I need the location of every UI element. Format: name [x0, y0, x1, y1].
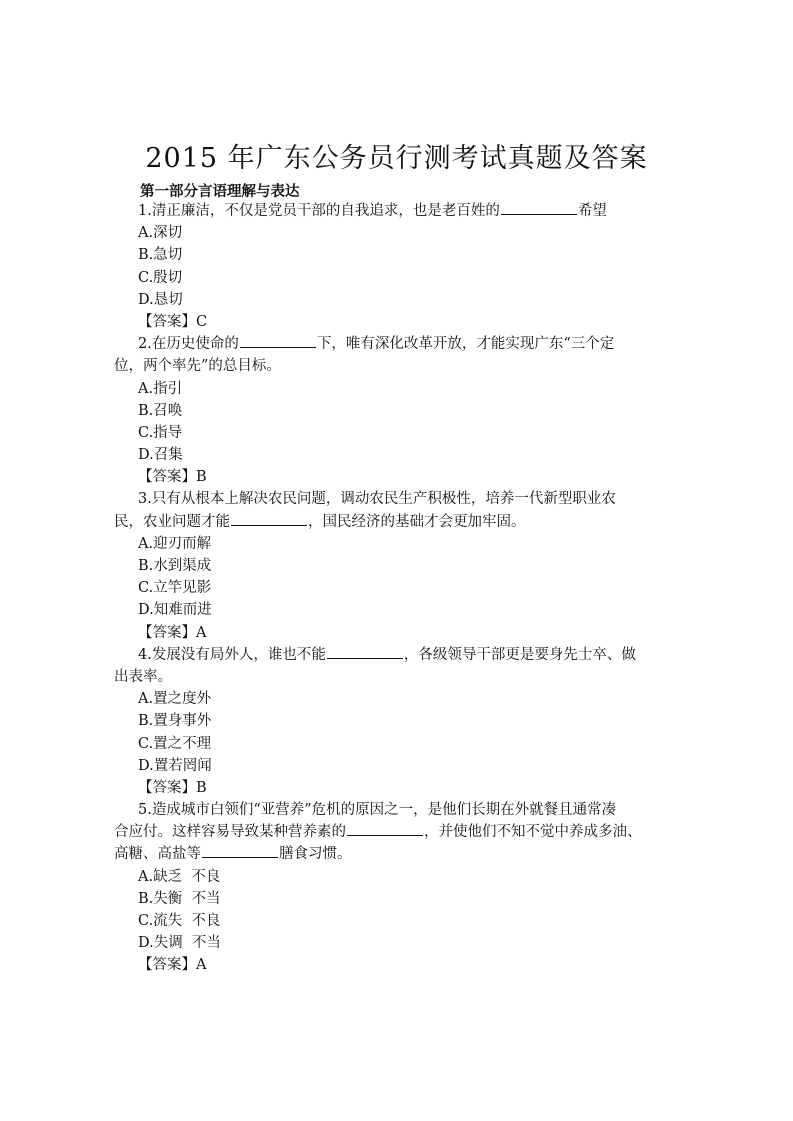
section-title: 第一部分言语理解与表达: [140, 184, 300, 200]
option-c: C.殷切: [138, 269, 183, 286]
question-stem-line: [114, 843, 698, 865]
option-c: C.指导: [138, 424, 183, 441]
stem-text: 膳食习惯。: [279, 846, 352, 863]
stem-text: 高糖、高盐等: [114, 846, 201, 863]
question-stem-line: [114, 511, 698, 533]
answer-blank: [347, 821, 423, 836]
option-d: D.召集: [138, 447, 183, 464]
option-a: A.指引: [138, 380, 183, 397]
option-d: D.恳切: [138, 291, 183, 308]
answer-line: 【答案】A: [138, 624, 207, 641]
option-c: C.立竿见影: [138, 580, 212, 597]
stem-text: 2.在历史使命的: [138, 336, 239, 353]
question-2: [114, 333, 698, 488]
option-a: A.深切: [138, 225, 183, 242]
option-b: B.置身事外: [138, 713, 212, 730]
stem-text: 民，农业问题才能: [114, 513, 230, 530]
answer-line: 【答案】A: [138, 957, 207, 974]
answer-line: 【答案】B: [138, 779, 207, 796]
question-stem-line: 5.造成城市白领们“亚营养”危机的原因之一，是他们长期在外就餐且通常凑: [138, 802, 617, 819]
answer-blank: [327, 644, 403, 659]
stem-text: 合应付。这样容易导致某种营养素的: [114, 824, 346, 841]
page-title: 2015 年广东公务员行测考试真题及答案: [145, 143, 648, 174]
question-stem-line: [114, 200, 698, 222]
option-b: B.急切: [138, 247, 183, 264]
option-a: A.迎刃而解: [138, 535, 212, 552]
answer-blank: [231, 511, 307, 526]
option-c: C.流失 不良: [138, 913, 221, 929]
answer-blank: [240, 333, 316, 348]
stem-text: ，各级领导干部更是要身先士卒、做: [403, 646, 636, 663]
question-stem-line: 出表率。: [114, 668, 172, 685]
question-5: [114, 799, 698, 977]
option-d: D.置若罔闻: [138, 757, 212, 774]
question-stem-line: [114, 821, 698, 843]
option-b: B.失衡 不当: [138, 890, 221, 907]
question-stem-line: [114, 333, 698, 355]
stem-text: 下，唯有深化改革开放，才能实现广东“三个定: [316, 336, 615, 353]
option-d: D.知难而进: [138, 602, 212, 619]
option-c: C.置之不理: [138, 735, 212, 752]
option-a: A.置之度外: [138, 691, 212, 708]
option-a: A.缺乏 不良: [138, 868, 221, 885]
option-d: D.失调 不当: [138, 935, 221, 952]
stem-text: 4.发展没有局外人，谁也不能: [138, 646, 326, 663]
question-4: [114, 644, 698, 799]
answer-blank: [501, 200, 577, 215]
answer-line: 【答案】B: [138, 469, 207, 486]
question-stem-line: 位，两个率先”的总目标。: [114, 358, 281, 375]
question-list: [114, 200, 698, 977]
question-1: [114, 200, 698, 333]
question-3: [114, 488, 698, 643]
question-stem-line: 3.只有从根本上解决农民问题，调动农民生产积极性，培养一代新型职业农: [138, 491, 616, 508]
stem-text: ，并使他们不知不觉中养成多油、: [424, 824, 642, 841]
stem-text: ，国民经济的基础才会更加牢固。: [308, 513, 526, 530]
option-b: B.水到渠成: [138, 558, 212, 574]
answer-line: 【答案】C: [138, 313, 208, 330]
option-b: B.召唤: [138, 402, 183, 419]
question-stem-line: [114, 644, 698, 666]
stem-text: 希望: [577, 203, 607, 219]
answer-blank: [202, 843, 278, 858]
stem-text: 1.清正廉洁，不仅是党员干部的自我追求，也是老百姓的: [138, 203, 500, 219]
